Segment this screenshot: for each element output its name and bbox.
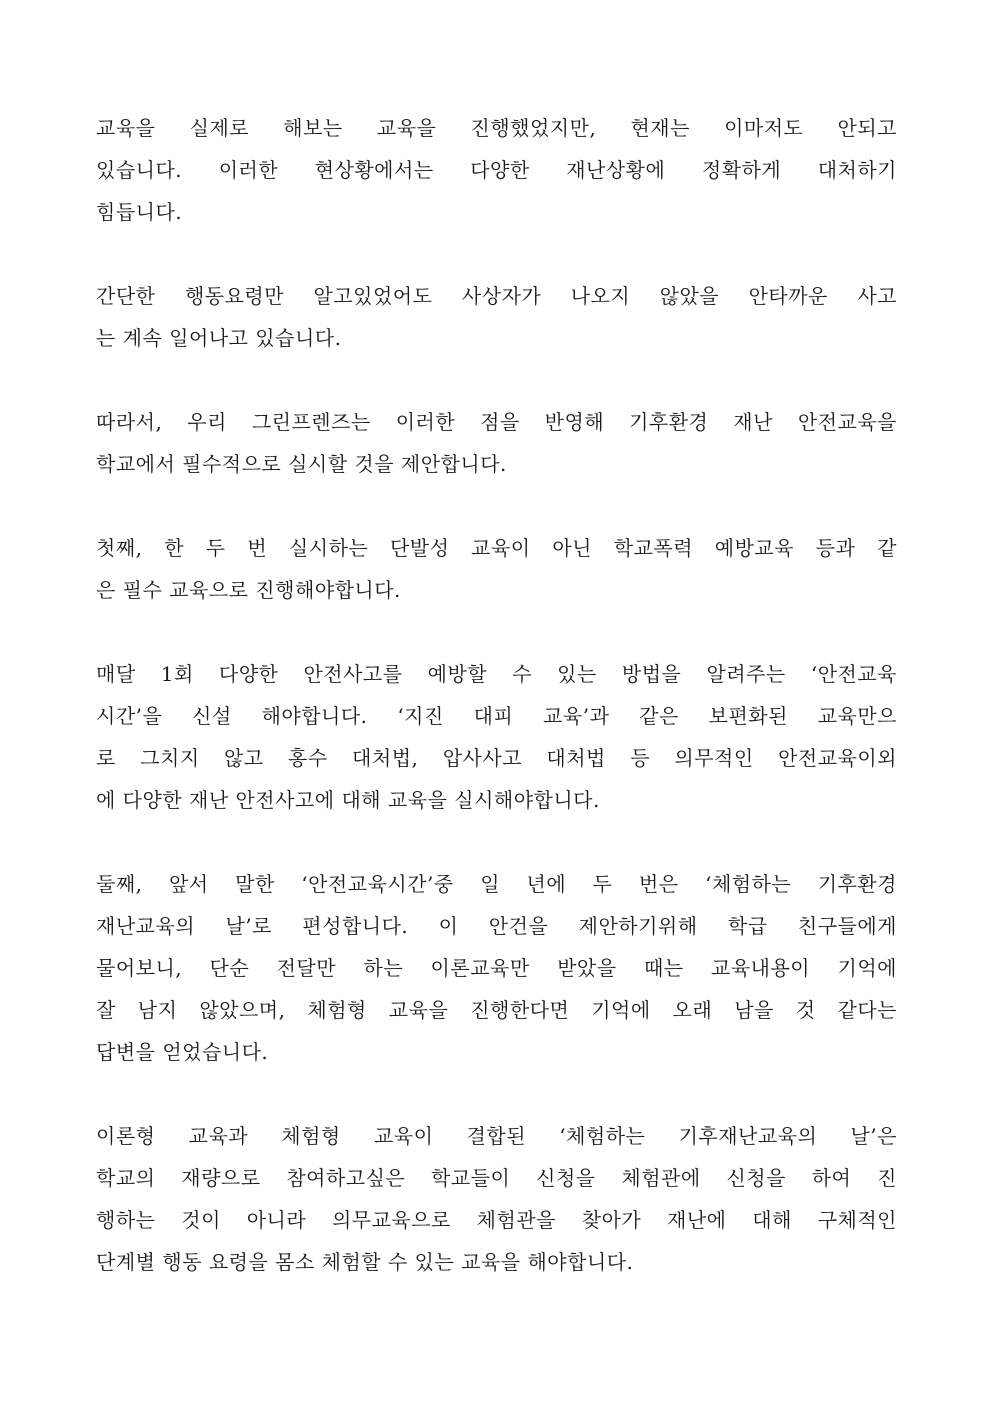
text-line: 첫째, 한 두 번 실시하는 단발성 교육이 아닌 학교폭력 예방교육 등과 같 [96,536,897,560]
text-line: 행하는 것이 아니라 의무교육으로 체험관을 찾아가 재난에 대해 구체적인 [96,1208,897,1232]
text-line: 로 그치지 않고 홍수 대처법, 압사사고 대처법 등 의무적인 안전교육이외 [96,746,897,770]
paragraph-experience-day [96,1115,897,1283]
text-line: 단계별 행동 요령을 몸소 체험할 수 있는 교육을 해야합니다. [96,1250,634,1274]
text-line: 에 다양한 재난 안전사고에 대해 교육을 실시해야합니다. [96,788,600,812]
text-line: 이론형 교육과 체험형 교육이 결합된 ‘체험하는 기후재난교육의 날’은 [96,1124,897,1148]
document-body [96,107,897,1325]
text-line: 교육을 실제로 해보는 교육을 진행했었지만, 현재는 이마저도 안되고 [96,116,897,140]
text-line: 답변을 얻었습니다. [96,1040,269,1064]
text-line: 는 계속 일어나고 있습니다. [96,326,342,350]
text-line: 있습니다. 이러한 현상황에서는 다양한 재난상황에 정확하게 대처하기 [96,158,897,182]
text-line: 은 필수 교육으로 진행해야합니다. [96,578,401,602]
paragraph-accidents [96,275,897,359]
text-line: 잘 남지 않았으며, 체험형 교육을 진행한다면 기억에 오래 남을 것 같다는 [96,998,897,1022]
paragraph-second-point [96,863,897,1073]
text-line: 시간’을 신설 해야합니다. ‘지진 대피 교육’과 같은 보편화된 교육만으 [96,704,897,728]
text-line: 재난교육의 날’로 편성합니다. 이 안건을 제안하기위해 학급 친구들에게 [96,914,897,938]
text-line: 매달 1회 다양한 안전사고를 예방할 수 있는 방법을 알려주는 ‘안전교육 [96,662,897,686]
paragraph-monthly-safety-class [96,653,897,821]
paragraph-proposal [96,401,897,485]
paragraph-current-situation [96,107,897,233]
text-line: 따라서, 우리 그린프렌즈는 이러한 점을 반영해 기후환경 재난 안전교육을 [96,410,897,434]
paragraph-first-point [96,527,897,611]
text-line: 학교의 재량으로 참여하고싶은 학교들이 신청을 체험관에 신청을 하여 진 [96,1166,897,1190]
text-line: 간단한 행동요령만 알고있었어도 사상자가 나오지 않았을 안타까운 사고 [96,284,897,308]
text-line: 둘째, 앞서 말한 ‘안전교육시간’중 일 년에 두 번은 ‘체험하는 기후환경 [96,872,897,896]
text-line: 힘듭니다. [96,200,183,224]
text-line: 학교에서 필수적으로 실시할 것을 제안합니다. [96,452,507,476]
text-line: 물어보니, 단순 전달만 하는 이론교육만 받았을 때는 교육내용이 기억에 [96,956,897,980]
